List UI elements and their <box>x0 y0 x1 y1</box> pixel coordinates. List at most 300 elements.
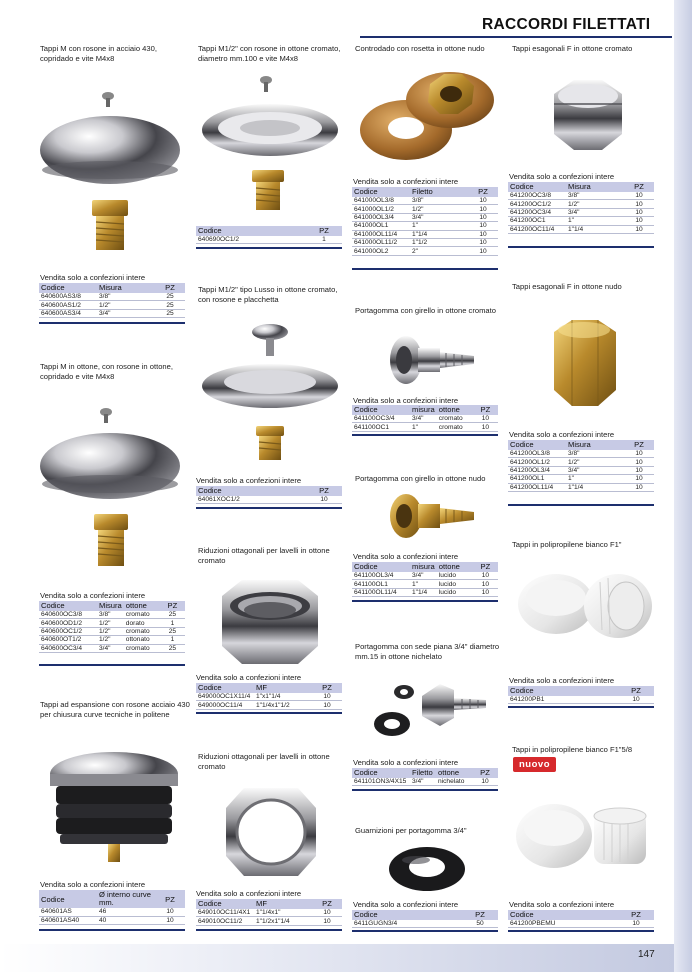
table-rule <box>196 929 342 931</box>
table-cell: 1" <box>410 222 468 230</box>
table-cell: 10 <box>624 475 654 483</box>
product-description: Tappi in polipropilene bianco F1"5/8 <box>512 745 633 754</box>
table-cell: 640601AS40 <box>39 916 97 924</box>
col-pz: PZ <box>468 187 498 197</box>
table-cell: 10 <box>468 238 498 246</box>
spec-table-p2 <box>196 226 342 244</box>
product-tappi-espansione <box>40 700 192 720</box>
table-cell: 641200OL1 <box>508 475 566 483</box>
table-cell: 1"1/2 <box>410 238 468 246</box>
product-description: Tappi M1/2" con rosone in ottone cromato, diametro mm.100 e vite M4x8 <box>198 44 341 64</box>
table-cell: 10 <box>624 225 654 233</box>
table-cell: 640600OC1/2 <box>39 627 97 635</box>
table-cell: 641000OL3/8 <box>352 197 410 205</box>
col-pz: PZ <box>306 486 342 496</box>
vendita-label: Vendita solo a confezioni intere <box>353 552 459 561</box>
col-ottone: ottone <box>437 562 473 572</box>
product-description: Portagomma con girello in ottone cromato <box>355 306 496 315</box>
product-guarnizioni <box>355 826 507 836</box>
spec-table-p11 <box>508 686 654 704</box>
product-tappi-esagonali-cromato <box>512 44 664 54</box>
table-cell: 640600OT1/2 <box>39 636 97 644</box>
table-cell: 10 <box>468 247 498 255</box>
table-row <box>39 916 185 924</box>
table-cell: 1"1/4 <box>410 230 468 238</box>
spec-table-p8 <box>39 601 185 653</box>
table-row <box>39 619 185 627</box>
table-cell: 1"x1"1/4 <box>254 693 312 701</box>
table-row <box>508 475 654 483</box>
table-cell: 3/8" <box>566 192 624 200</box>
table-cell: 641200PB1 <box>508 696 618 704</box>
col-mf: MF <box>254 899 312 909</box>
table-cell: 641000OL1 <box>352 222 410 230</box>
table-cell: 10 <box>468 222 498 230</box>
product-photo-tappo-lusso <box>200 316 340 466</box>
product-tappi-polipropilene-f1 <box>512 540 664 550</box>
table-row <box>508 466 654 474</box>
product-portagomma-sede-piana <box>355 642 507 662</box>
vendita-label: Vendita solo a confezioni intere <box>40 273 146 282</box>
product-description: Tappi esagonali F in ottone cromato <box>512 44 633 53</box>
table-cell: 10 <box>624 466 654 474</box>
table-cell: 641000OL11/4 <box>352 230 410 238</box>
table-rule <box>196 247 342 249</box>
vendita-label: Vendita solo a confezioni intere <box>353 396 459 405</box>
col-ottone: ottone <box>436 768 472 778</box>
table-row <box>508 208 654 216</box>
spec-table-p4 <box>508 182 654 234</box>
table-row <box>352 230 498 238</box>
product-photo-rosone-cromato <box>196 70 342 220</box>
table-cell: 10 <box>155 916 185 924</box>
vendita-label: Vendita solo a confezioni intere <box>509 430 615 439</box>
col-misura: Misura <box>566 182 624 192</box>
table-cell: 1/2" <box>410 205 468 213</box>
spec-table-p6 <box>352 405 498 432</box>
col-ottone: ottone <box>437 405 473 415</box>
table-row <box>39 309 185 317</box>
table-cell: 1/2" <box>566 458 624 466</box>
table-rule <box>508 504 654 506</box>
spec-table-p15 <box>352 910 498 928</box>
product-tappi-m-ottone <box>40 362 192 382</box>
product-photo-tappo-esagonale-nudo <box>544 316 624 410</box>
table-cell: 1 <box>306 236 342 244</box>
table-cell: 3/4" <box>566 466 624 474</box>
table-rule <box>196 507 342 509</box>
col-misura: misura <box>412 562 435 572</box>
table-cell: 640601AS <box>39 908 97 916</box>
product-description: Portagomma con girello in ottone nudo <box>355 474 486 483</box>
col-pz: PZ <box>306 226 342 236</box>
table-cell: 641200OL11/4 <box>508 483 566 491</box>
product-photo-riduzione-ottagonale-2 <box>218 782 324 880</box>
table-row <box>39 636 185 644</box>
table-row <box>352 920 498 928</box>
col-mf: MF <box>254 683 312 693</box>
table-cell: 641000OL3/4 <box>352 213 410 221</box>
table-cell: 649000OC1X11/4 <box>196 693 254 701</box>
table-cell: 641100OC1 <box>352 423 410 431</box>
spec-table-p5 <box>196 486 342 504</box>
col-codice: Codice <box>39 283 97 293</box>
table-cell: lucido <box>437 580 473 588</box>
table-cell: 46 <box>97 908 155 916</box>
table-cell: 10 <box>618 696 654 704</box>
col-pz: PZ <box>473 562 498 572</box>
col-codice: Codice <box>39 601 97 611</box>
table-row <box>352 205 498 213</box>
table-cell: 641200OC3/4 <box>508 208 566 216</box>
product-description: Tappi M1/2" tipo Lusso in ottone cromato, con rosone e placchetta <box>198 285 338 305</box>
product-tappi-esagonali-nudo <box>512 282 664 292</box>
footer-bar <box>0 944 674 972</box>
product-photo-tappo-esagonale-cromato <box>544 74 630 158</box>
table-cell: lucido <box>437 588 473 596</box>
table-cell: 3/8" <box>97 293 155 301</box>
table-row <box>39 611 185 619</box>
col-pz: PZ <box>473 405 498 415</box>
table-cell: 641200PBEMU <box>508 920 618 928</box>
spec-table-p13 <box>39 890 185 925</box>
table-cell: 640690OC1/2 <box>196 236 306 244</box>
table-cell: 3/8" <box>97 611 124 619</box>
table-cell: 641101ON3/4X15 <box>352 778 410 786</box>
product-tappi-lusso <box>198 285 350 305</box>
table-row <box>39 301 185 309</box>
col-codice: Codice <box>352 405 410 415</box>
table-cell: 25 <box>155 293 185 301</box>
table-row <box>196 909 342 917</box>
col-pz: PZ <box>472 768 498 778</box>
table-cell: cromato <box>437 423 473 431</box>
col-codice: Codice <box>508 182 566 192</box>
vendita-label: Vendita solo a confezioni intere <box>196 889 302 898</box>
product-photo-tappi-polipropilene-f158 <box>508 796 660 878</box>
table-cell: 10 <box>624 483 654 491</box>
table-cell: 10 <box>312 701 342 709</box>
product-description: Riduzioni ottagonali per lavelli in ottone cromato <box>198 752 330 772</box>
table-rule <box>39 664 185 666</box>
title-rule <box>360 36 672 38</box>
table-cell: 1" <box>566 217 624 225</box>
product-portagomma-nudo <box>355 474 507 484</box>
table-rule <box>352 434 498 436</box>
table-cell: 1 <box>160 619 185 627</box>
product-tappi-m-acciaio <box>40 44 192 64</box>
table-cell: 649000OC11/4 <box>196 701 254 709</box>
table-rule <box>352 789 498 791</box>
col-filetto: Filetto <box>410 187 468 197</box>
spec-table-p16 <box>508 910 654 928</box>
spec-table-p14 <box>196 899 342 926</box>
vendita-label: Vendita solo a confezioni intere <box>196 673 302 682</box>
col-pz: PZ <box>160 601 185 611</box>
product-tappi-m12-rosone-cromato <box>198 44 350 64</box>
product-photo-portagomma-cromato <box>384 330 480 392</box>
table-row <box>508 696 654 704</box>
product-description: Tappi M in ottone, con rosone in ottone, copridado e vite M4x8 <box>40 362 173 382</box>
col-pz: PZ <box>618 910 654 920</box>
table-cell: 50 <box>462 920 498 928</box>
table-cell: 641200OC11/4 <box>508 225 566 233</box>
table-row <box>352 213 498 221</box>
table-cell: 10 <box>312 917 342 925</box>
table-cell: 641100OL3/4 <box>352 572 410 580</box>
table-row <box>508 200 654 208</box>
table-rule <box>39 929 185 931</box>
table-cell: 25 <box>160 627 185 635</box>
col-pz: PZ <box>155 890 185 908</box>
table-cell: 1" <box>410 580 437 588</box>
table-cell: 640600AS3/4 <box>39 309 97 317</box>
table-row <box>352 222 498 230</box>
table-cell: 641100OL11/4 <box>352 588 410 596</box>
col-codice: Codice <box>196 683 254 693</box>
product-description: Tappi esagonali F in ottone nudo <box>512 282 622 291</box>
vendita-label: Vendita solo a confezioni intere <box>40 880 146 889</box>
table-row <box>39 908 185 916</box>
table-cell: 649010OC11/4X1 <box>196 909 254 917</box>
col-pz: PZ <box>312 899 342 909</box>
table-cell: 25 <box>160 644 185 652</box>
table-cell: 10 <box>312 693 342 701</box>
table-cell: 640600OC3/8 <box>39 611 97 619</box>
table-cell: 1" <box>566 475 624 483</box>
product-photo-controdado <box>352 60 500 172</box>
table-rule <box>352 600 498 602</box>
col-diametro: Ø interno curve mm. <box>97 890 155 908</box>
table-cell: 641200OC1/2 <box>508 200 566 208</box>
table-cell: 25 <box>155 309 185 317</box>
table-cell: 10 <box>468 230 498 238</box>
col-misura: Misura <box>97 283 155 293</box>
table-cell: 10 <box>312 909 342 917</box>
spec-table-p10 <box>196 683 342 710</box>
table-row <box>352 423 498 431</box>
table-row <box>352 415 498 423</box>
spec-table-p9 <box>352 562 498 597</box>
table-cell: 10 <box>473 423 498 431</box>
table-cell: 1"1/4 <box>566 483 624 491</box>
product-description: Riduzioni ottagonali per lavelli in ottone cromato <box>198 546 330 566</box>
table-cell: 10 <box>468 213 498 221</box>
col-misura: Misura <box>99 601 122 611</box>
col-codice: Codice <box>352 768 410 778</box>
table-cell: 10 <box>624 192 654 200</box>
table-cell: dorato <box>124 619 160 627</box>
col-codice: Codice <box>508 686 618 696</box>
table-rule <box>508 246 654 248</box>
table-cell: 10 <box>468 205 498 213</box>
table-cell: 3/4" <box>410 778 436 786</box>
table-cell: 1/2" <box>97 627 124 635</box>
table-cell: 1/2" <box>566 200 624 208</box>
col-codice: Codice <box>196 486 306 496</box>
col-misura: misura <box>412 405 435 415</box>
product-description: Tappi M con rosone in acciaio 430, copridado e vite M4x8 <box>40 44 157 64</box>
product-description: Controdado con rosetta in ottone nudo <box>355 44 485 53</box>
vendita-label: Vendita solo a confezioni intere <box>353 900 459 909</box>
table-row <box>508 217 654 225</box>
vendita-label: Vendita solo a confezioni intere <box>40 591 146 600</box>
col-codice: Codice <box>196 899 254 909</box>
table-cell: 10 <box>306 496 342 504</box>
table-cell: 10 <box>618 920 654 928</box>
table-rule <box>196 712 342 714</box>
table-cell: 641000OL2 <box>352 247 410 255</box>
product-photo-portagomma-nichelato <box>370 670 494 752</box>
table-cell: 641100OC3/4 <box>352 415 410 423</box>
page-title: RACCORDI FILETTATI <box>482 16 651 33</box>
table-row <box>508 450 654 458</box>
table-cell: 641100OL1 <box>352 580 410 588</box>
table-cell: lucido <box>437 572 473 580</box>
table-cell: 649010OC11/2 <box>196 917 254 925</box>
col-codice: Codice <box>39 890 97 908</box>
table-row <box>508 192 654 200</box>
col-codice: Codice <box>196 226 306 236</box>
table-cell: 10 <box>624 217 654 225</box>
product-photo-tappo-espansione <box>42 752 188 874</box>
table-cell: 641000OL11/2 <box>352 238 410 246</box>
table-row <box>508 483 654 491</box>
col-ottone: ottone <box>124 601 160 611</box>
spec-table-p12 <box>352 768 498 786</box>
product-riduzioni-ottagonali-2 <box>198 752 350 772</box>
table-row <box>508 920 654 928</box>
spec-table-p7 <box>508 440 654 492</box>
table-cell: 40 <box>97 916 155 924</box>
table-cell: 640600OC3/4 <box>39 644 97 652</box>
table-cell: 641000OL1/2 <box>352 205 410 213</box>
product-portagomma-cromato <box>355 306 507 316</box>
product-photo-tappo-rosone-ottone <box>38 398 188 586</box>
table-cell: 10 <box>473 572 498 580</box>
product-description: Tappi ad espansione con rosone acciaio 430 per chiusura curve tecniche in politene <box>40 700 190 720</box>
table-cell: 641200OL1/2 <box>508 458 566 466</box>
table-row <box>196 236 342 244</box>
vendita-label: Vendita solo a confezioni intere <box>353 177 459 186</box>
table-cell: 640600OD1/2 <box>39 619 97 627</box>
table-rule <box>352 930 498 932</box>
table-cell: 1/2" <box>97 619 124 627</box>
page-number: 147 <box>638 949 655 960</box>
col-pz: PZ <box>155 283 185 293</box>
table-cell: 10 <box>155 908 185 916</box>
table-cell: cromato <box>124 611 160 619</box>
table-cell: 3/4" <box>566 208 624 216</box>
table-row <box>39 293 185 301</box>
table-row <box>352 197 498 205</box>
table-rule <box>508 706 654 708</box>
table-cell: 10 <box>624 458 654 466</box>
col-misura: Misura <box>566 440 624 450</box>
table-row <box>196 693 342 701</box>
new-badge: nuovo <box>513 757 556 772</box>
table-cell: 3/4" <box>97 644 124 652</box>
table-cell: 10 <box>468 197 498 205</box>
table-cell: 10 <box>624 450 654 458</box>
table-cell: 10 <box>473 415 498 423</box>
product-description: Portagomma con sede piana 3/4" diametro mm.15 in ottone nichelato <box>355 642 500 662</box>
table-row <box>196 701 342 709</box>
product-photo-tappi-polipropilene <box>508 568 660 650</box>
vendita-label: Vendita solo a confezioni intere <box>509 900 615 909</box>
product-riduzioni-ottagonali-1 <box>198 546 350 566</box>
table-cell: 6411GUGN3/4 <box>352 920 462 928</box>
table-rule <box>352 268 498 270</box>
table-row <box>508 225 654 233</box>
spec-table-p3 <box>352 187 498 256</box>
table-row <box>196 496 342 504</box>
vendita-label: Vendita solo a confezioni intere <box>509 172 615 181</box>
spec-table-p1 <box>39 283 185 318</box>
table-cell: nichelato <box>436 778 472 786</box>
table-cell: cromato <box>437 415 473 423</box>
vendita-label: Vendita solo a confezioni intere <box>509 676 615 685</box>
table-row <box>352 572 498 580</box>
col-codice: Codice <box>352 910 462 920</box>
table-cell: 25 <box>160 611 185 619</box>
table-rule <box>508 930 654 932</box>
product-photo-portagomma-nudo <box>384 488 480 546</box>
product-tappi-polipropilene-f158 <box>512 745 664 755</box>
product-photo-riduzione-ottagonale <box>212 576 328 670</box>
table-cell: 3/8" <box>566 450 624 458</box>
table-cell: 1"1/4x1" <box>254 909 312 917</box>
product-photo-guarnizione <box>386 842 468 896</box>
table-cell: cromato <box>124 627 160 635</box>
table-cell: 3/4" <box>410 572 437 580</box>
table-row <box>39 627 185 635</box>
table-cell: 640600AS1/2 <box>39 301 97 309</box>
col-codice: Codice <box>352 187 410 197</box>
table-cell: 641200OL3/4 <box>508 466 566 474</box>
table-cell: 10 <box>472 778 498 786</box>
product-photo-tappo-rosone-acciaio <box>38 78 188 266</box>
table-cell: 1" <box>410 423 437 431</box>
table-cell: 641200OC1 <box>508 217 566 225</box>
table-cell: ottonato <box>124 636 160 644</box>
table-cell: 1/2" <box>97 301 155 309</box>
table-cell: 10 <box>624 200 654 208</box>
col-pz: PZ <box>624 440 654 450</box>
table-cell: 64061XOC1/2 <box>196 496 306 504</box>
table-cell: 1"1/4 <box>566 225 624 233</box>
product-description: Tappi in polipropilene bianco F1" <box>512 540 622 549</box>
table-cell: 1 <box>160 636 185 644</box>
table-cell: cromato <box>124 644 160 652</box>
table-cell: 2" <box>410 247 468 255</box>
product-controdado <box>355 44 507 54</box>
table-cell: 3/4" <box>410 213 468 221</box>
table-row <box>196 917 342 925</box>
col-codice: Codice <box>508 910 618 920</box>
table-cell: 1/2" <box>97 636 124 644</box>
table-row <box>39 644 185 652</box>
table-row <box>352 580 498 588</box>
table-cell: 640600AS3/8 <box>39 293 97 301</box>
col-pz: PZ <box>618 686 654 696</box>
table-rule <box>39 322 185 324</box>
col-codice: Codice <box>508 440 566 450</box>
table-row <box>508 458 654 466</box>
col-filetto: Filetto <box>410 768 436 778</box>
table-row <box>352 778 498 786</box>
col-pz: PZ <box>462 910 498 920</box>
